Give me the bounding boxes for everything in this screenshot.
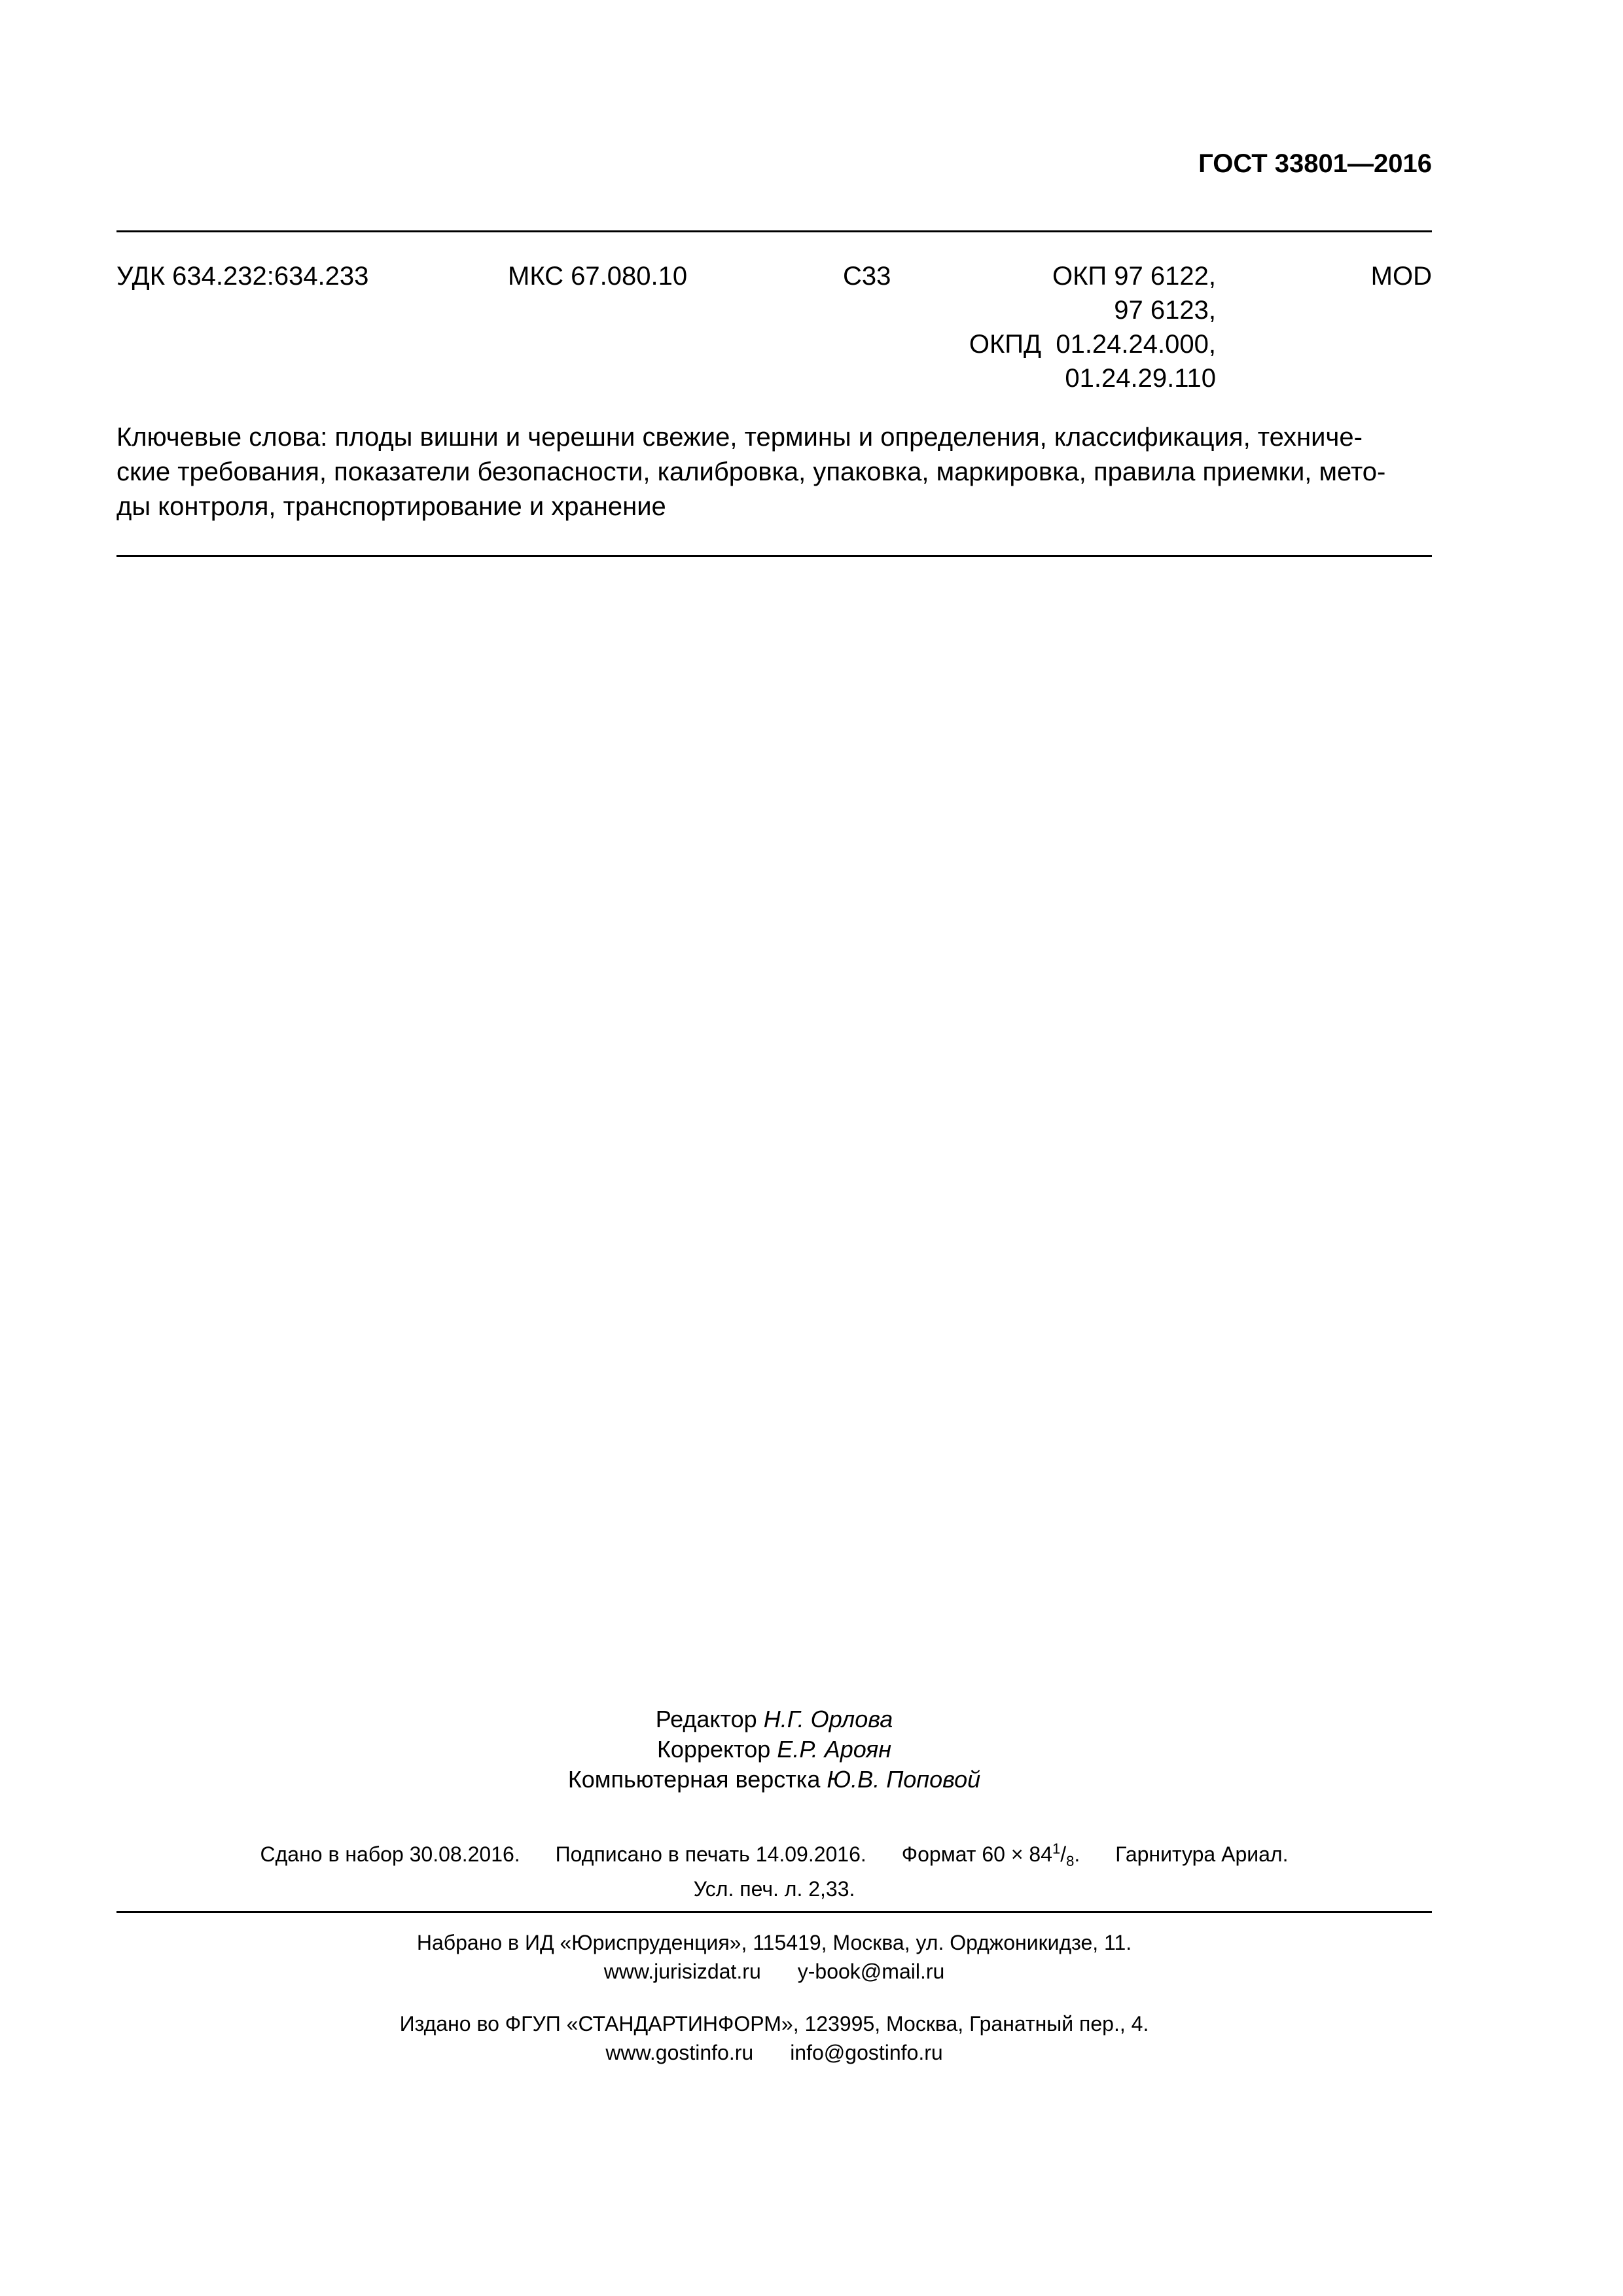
printed-sheets: Усл. печ. л. 2,33.: [693, 1877, 855, 1901]
typesetter-contacts: [116, 1957, 1432, 1986]
okp-line: 97 6123,: [1114, 296, 1216, 325]
imprint-divider: [116, 1911, 1432, 1913]
okpd-line: 01.24.29.110: [1065, 364, 1216, 393]
publisher-contacts: [116, 2038, 1432, 2067]
typesetter-website: www.jurisizdat.ru: [603, 1960, 761, 1983]
editor-line: [116, 1704, 1432, 1734]
keywords-line: ские требования, показатели безопасности, калибровка, упаковка, маркировка, правила приемки, мето-: [116, 457, 1386, 486]
layout-label: Компьютерная верстка: [567, 1766, 821, 1793]
typesetter-address: Набрано в ИД «Юриспруденция», 115419, Москва, ул. Орджоникидзе, 11.: [416, 1931, 1132, 1954]
keywords-line: ды контроля, транспортирование и хранение: [116, 492, 666, 521]
print-info: [116, 1835, 1432, 1903]
corrector-label: Корректор: [656, 1736, 771, 1763]
keywords-paragraph: [116, 420, 1432, 524]
top-divider: [116, 230, 1432, 232]
corrector-name: Е.Р. Ароян: [777, 1736, 892, 1763]
okp-codes: [969, 259, 1216, 395]
group-code: С33: [843, 262, 891, 291]
publisher-website: www.gostinfo.ru: [605, 2041, 754, 2064]
publisher-imprint: [116, 2009, 1432, 2067]
udk-code: УДК 634.232:634.233: [116, 262, 369, 291]
submitted-date: Сдано в набор 30.08.2016.: [260, 1842, 520, 1866]
standard-number: ГОСТ 33801—2016: [1198, 149, 1432, 178]
print-details-line: [116, 1835, 1432, 1875]
corrector-line: [116, 1734, 1432, 1765]
okp-line: ОКП 97 6122,: [1052, 262, 1216, 291]
signed-date: Подписано в печать 14.09.2016.: [555, 1842, 866, 1866]
editor-label: Редактор: [655, 1706, 757, 1732]
layout-name: Ю.В. Поповой: [827, 1766, 981, 1793]
credits-block: [116, 1704, 1432, 1795]
keywords-divider: [116, 555, 1432, 557]
publisher-email: info@gostinfo.ru: [790, 2041, 943, 2064]
paper-format: Формат $60 \times 84^1/_8$.: [901, 1840, 1080, 1870]
layout-line: [116, 1765, 1432, 1795]
typesetter-imprint: [116, 1928, 1432, 1986]
typesetter-email: y-book@mail.ru: [797, 1960, 945, 1983]
editor-name: Н.Г. Орлова: [763, 1706, 893, 1732]
typeface: Гарнитура Ариал.: [1115, 1842, 1289, 1866]
mks-code: МКС 67.080.10: [508, 262, 688, 291]
publisher-address: Издано во ФГУП «СТАНДАРТИНФОРМ», 123995, Москва, Гранатный пер., 4.: [399, 2012, 1149, 2036]
modification-mark: MOD: [1370, 262, 1432, 291]
okpd-line: ОКПД 01.24.24.000,: [969, 330, 1216, 359]
keywords-line: Ключевые слова: плоды вишни и черешни свежие, термины и определения, классификация, техниче-: [116, 423, 1363, 452]
